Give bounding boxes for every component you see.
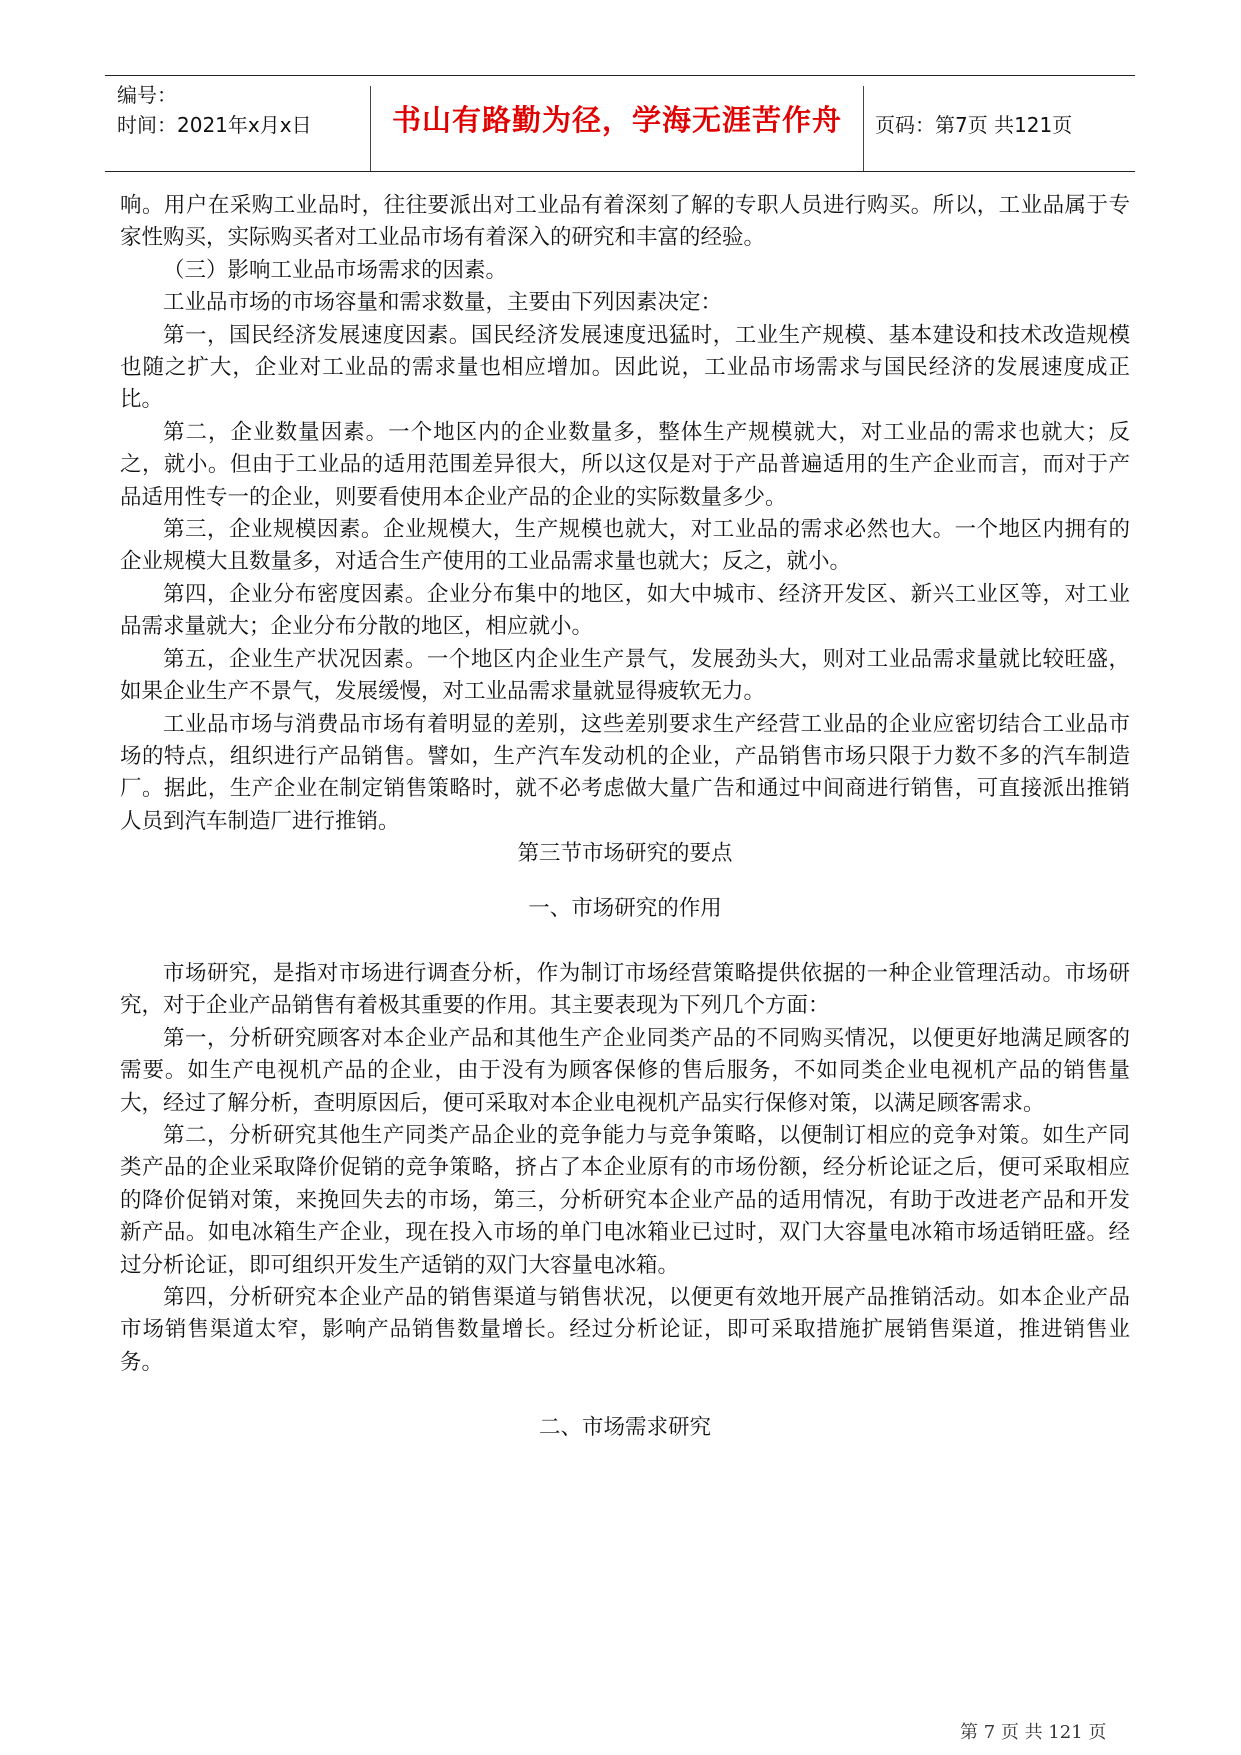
page-header xyxy=(105,75,1135,172)
paragraph: （三）影响工业品市场需求的因素。 xyxy=(163,257,508,283)
paragraph: 第一，分析研究顾客对本企业产品和其他生产企业同类产品的不同购买情况，以便更好地满足顾客的需要。如生产电视机产品的企业，由于没有为顾客保修的售后服务，不如同类企业电视机产品的销售量大，经过了解分析，查明原因后，便可采取对本企业电视机产品实行保修对策，以满足顾客需求。 xyxy=(120,1025,1130,1116)
time-label: 时间：2021年x月x日 xyxy=(117,113,312,137)
page-footer: 第 7 页 共 121 页 xyxy=(960,1722,1107,1743)
paragraph: 第三，企业规模因素。企业规模大，生产规模也就大，对工业品的需求必然也大。一个地区内拥有的企业规模大且数量多，对适合生产使用的工业品需求量也就大；反之，就小。 xyxy=(120,517,1130,575)
header-meta xyxy=(117,80,365,140)
number-label: 编号： xyxy=(117,83,177,107)
paragraph: 第五，企业生产状况因素。一个地区内企业生产景气，发展劲头大，则对工业品需求量就比较旺盛，如果企业生产不景气，发展缓慢，对工业品需求量就显得疲软无力。 xyxy=(120,646,1130,705)
section-title: 第三节市场研究的要点 xyxy=(517,841,733,867)
paragraph: 第四，分析研究本企业产品的销售渠道与销售状况，以便更有效地开展产品推销活动。如本企业产品市场销售渠道太窄，影响产品销售数量增长。经过分析论证，即可采取措施扩展销售渠道，推进销售业务。 xyxy=(120,1285,1130,1375)
paragraph: 工业品市场与消费品市场有着明显的差别，这些差别要求生产经营工业品的企业应密切结合工业品市场的特点，组织进行产品销售。譬如，生产汽车发动机的企业，产品销售市场只限于力数不多的汽车制造厂。据此，生产企业在制定销售策略时，就不必考虑做大量广告和通过中间商进行销售，可直接派出推销人员到汽车制造厂进行推销。 xyxy=(120,711,1130,834)
paragraph: 第一，国民经济发展速度因素。国民经济发展速度迅猛时，工业生产规模、基本建设和技术改造规模也随之扩大，企业对工业品的需求量也相应增加。因此说，工业品市场需求与国民经济的发展速度成正比。 xyxy=(120,322,1130,413)
page-indicator: 页码：第7页 共121页 xyxy=(875,113,1073,137)
paragraph: 第二，企业数量因素。一个地区内的企业数量多，整体生产规模就大，对工业品的需求也就大；反之，就小。但由于工业品的适用范围差异很大，所以这仅是对于产品普遍适用的生产企业而言，而对于产品适用性专一的企业，则要看使用本企业产品的企业的实际数量多少。 xyxy=(120,419,1130,510)
document-body xyxy=(120,190,1130,1445)
paragraph: 工业品市场的市场容量和需求数量，主要由下列因素决定： xyxy=(163,290,723,316)
subsection-title: 二、市场需求研究 xyxy=(538,1415,711,1441)
paragraph: 第二，分析研究其他生产同类产品企业的竞争能力与竞争策略，以便制订相应的竞争对策。如生产同类产品的企业采取降价促销的竞争策略，挤占了本企业原有的市场份额，经分析论证之后，便可采取相应的降价促销对策，来挽回失去的市场，第三，分析研究本企业产品的适用情况，有助于改进老产品和开发新产品。如电冰箱生产企业，现在投入市场的单门电冰箱业已过时，双门大容量电冰箱市场适销旺盛。经过分析论证，即可组织开发生产适销的双门大容量电冰箱。 xyxy=(120,1122,1130,1278)
header-divider xyxy=(863,86,864,171)
header-motto: 书山有路勤为径，学海无涯苦作舟 xyxy=(391,103,842,137)
paragraph: 第四，企业分布密度因素。企业分布集中的地区，如大中城市、经济开发区、新兴工业区等，对工业品需求量就大；企业分布分散的地区，相应就小。 xyxy=(120,581,1130,640)
subsection-title: 一、市场研究的作用 xyxy=(528,895,722,921)
paragraph: 响。用户在采购工业品时，往往要派出对工业品有着深刻了解的专职人员进行购买。所以，工业品属于专家性购买，实际购买者对工业品市场有着深入的研究和丰富的经验。 xyxy=(120,193,1130,251)
paragraph: 市场研究，是指对市场进行调查分析，作为制订市场经营策略提供依据的一种企业管理活动。市场研究，对于企业产品销售有着极其重要的作用。其主要表现为下列几个方面： xyxy=(120,960,1130,1019)
